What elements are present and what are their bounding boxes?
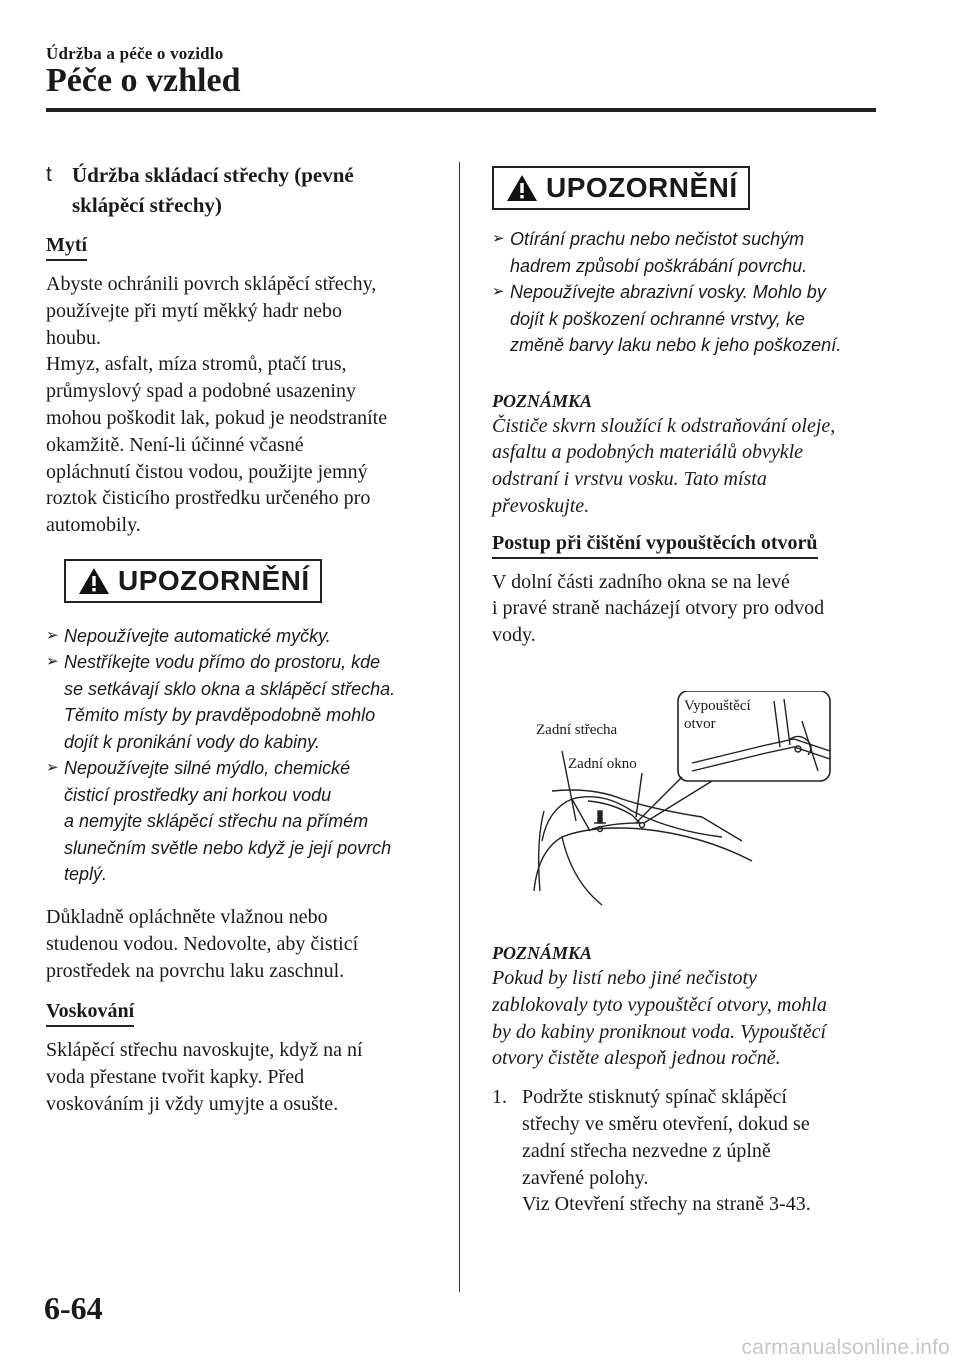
drain-heading: Postup při čištění vypouštěcích otvorů [492, 530, 818, 559]
caution-item: ➢ Nepoužívejte silné mýdlo, chemické čisticí prostředky ani horkou vodu a nemyjte sklápěcí střechu na přímém slunečním světle nebo když je její povrch teplý. [46, 755, 438, 888]
note-block [492, 941, 892, 1072]
warning-triangle-icon [506, 174, 538, 202]
caution-item: ➢ Nestříkejte vodu přímo do prostoru, kde se setkávají sklo okna a sklápěcí střecha. Těmito místy by pravděpodobně mohlo dojít k pronikání vody do kabiny. [46, 649, 438, 755]
text-line: prostředek na povrchu laku zaschnul. [46, 959, 345, 982]
watermark: carmanualsonline.info [741, 1336, 950, 1359]
washing-heading: Mytí [46, 232, 87, 261]
page-title: Péče o vzhled [46, 62, 241, 99]
note-line: odstraní i vrstvu vosku. Tato místa [492, 468, 767, 491]
step-number: 1. [492, 1086, 507, 1109]
waxing-paragraph [46, 1037, 438, 1117]
right-column [492, 166, 892, 1218]
arrow-bullet-icon: ➢ [492, 283, 505, 300]
text-line: i pravé straně nacházejí otvory pro odvod [492, 597, 825, 620]
section-marker: t [46, 163, 52, 186]
warning-triangle-icon [78, 567, 110, 595]
note-line: Pokud by listí nebo jiné nečistoty [492, 967, 757, 990]
chapter-subtitle: Údržba a péče o vozidlo [46, 44, 224, 63]
text-line: opláchnutí čistou vodou, použijte jemný [46, 460, 368, 483]
text-line: automobily. [46, 514, 141, 537]
caution-item: ➢ Nepoužívejte abrazivní vosky. Mohlo by dojít k poškození ochranné vrstvy, ke změně barvy laku nebo k jeho poškození. [492, 279, 892, 359]
label-rear-roof: Zadní střecha [536, 722, 618, 739]
washing-paragraph [46, 271, 438, 539]
note-line: zablokovaly tyto vypouštěcí otvory, mohla [492, 993, 827, 1016]
header-rule [46, 108, 876, 112]
text-line: používejte při mytí měkký hadr nebo [46, 299, 343, 322]
text-line: Hmyz, asfalt, míza stromů, ptačí trus, [46, 353, 347, 376]
text-line: voskováním ji vždy umyjte a osušte. [46, 1092, 339, 1115]
column-divider [459, 162, 460, 1292]
text-line: vody. [492, 624, 536, 647]
text-line: V dolní části zadního okna se na levé [492, 570, 790, 593]
note-line: by do kabiny proniknout voda. Vypouštěcí [492, 1020, 827, 1043]
note-block [492, 389, 892, 520]
drain-paragraph [492, 569, 892, 649]
arrow-bullet-icon: ➢ [46, 626, 59, 644]
text-line: roztok čisticího prostředku určeného pro [46, 487, 371, 510]
arrow-bullet-icon: ➢ [46, 653, 59, 671]
caution-item: ➢ Otírání prachu nebo nečistot suchým hadrem způsobí poškrábání povrchu. [492, 226, 892, 279]
caution-list [492, 226, 892, 359]
caution-label: UPOZORNĚNÍ [118, 564, 310, 596]
caution-box [64, 559, 322, 603]
note-label: POZNÁMKA [492, 390, 593, 411]
text-line: okamžitě. Není-li účinné včasné [46, 433, 304, 456]
page-number: 6-64 [44, 1290, 103, 1326]
text-line: Sklápěcí střechu navoskujte, když na ní [46, 1039, 363, 1062]
label-drain-hole: Vypouštěcí otvor [684, 698, 751, 733]
left-column [46, 160, 438, 1118]
waxing-heading: Voskování [46, 998, 134, 1027]
note-line: Čističe skvrn sloužící k odstraňování oleje, [492, 414, 836, 437]
step-item: 1. Podržte stisknutý spínač sklápěcí střechy ve směru otevření, dokud se zadní střecha nezvedne z úplně zavřené polohy. Viz Otevření střechy na straně 3-43. [492, 1084, 892, 1218]
text-line: mohou poškodit lak, pokud je neodstraníte [46, 406, 388, 429]
caution-item: ➢ Nepoužívejte automatické myčky. [46, 623, 438, 650]
text-line: Abyste ochránili povrch sklápěcí střechy, [46, 273, 377, 295]
text-line: průmyslový spad a podobné usazeniny [46, 380, 356, 403]
note-label: POZNÁMKA [492, 943, 593, 964]
text-line: houbu. [46, 326, 101, 349]
rinse-paragraph [46, 904, 438, 984]
text-line: Důkladně opláchněte vlažnou nebo [46, 905, 328, 928]
section-title-line: Údržba skládací střechy (pevné [72, 163, 354, 187]
section-heading [46, 160, 438, 220]
section-title-line: sklápěcí střechy) [72, 193, 222, 217]
caution-box [492, 166, 750, 210]
label-rear-window: Zadní okno [568, 756, 637, 773]
drain-hole-figure [532, 691, 932, 931]
text-line: voda přestane tvořit kapky. Před [46, 1066, 305, 1089]
arrow-bullet-icon: ➢ [46, 759, 59, 777]
note-line: otvory čistěte alespoň jednou ročně. [492, 1047, 781, 1070]
arrow-bullet-icon: ➢ [492, 230, 505, 247]
note-line: asfaltu a podobných materiálů obvykle [492, 441, 804, 464]
text-line: studenou vodou. Nedovolte, aby čisticí [46, 932, 359, 955]
note-line: převoskujte. [492, 494, 590, 517]
caution-list [46, 623, 438, 888]
caution-label: UPOZORNĚNÍ [546, 172, 738, 203]
